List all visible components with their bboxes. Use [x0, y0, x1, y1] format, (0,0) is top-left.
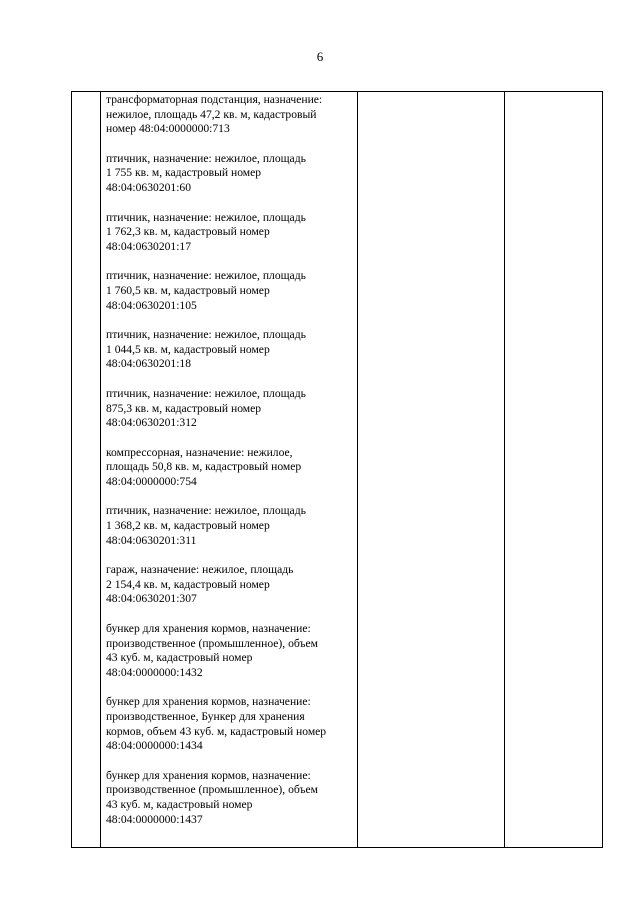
column-divider	[357, 92, 358, 847]
property-description-cell	[106, 93, 354, 842]
property-entry: птичник, назначение: нежилое, площадь 1 762,3 кв. м, кадастровый номер 48:04:0630201:17	[106, 210, 306, 253]
property-entry: компрессорная, назначение: нежилое, площадь 50,8 кв. м, кадастровый номер 48:04:0000000:754	[106, 445, 302, 488]
property-entry: бункер для хранения кормов, назначение: производственное (промышленное), объем 43 куб. м, кадастровый номер 48:04:0000000:1432	[106, 622, 318, 679]
column-divider	[100, 92, 101, 847]
property-entry: птичник, назначение: нежилое, площадь 1 755 кв. м, кадастровый номер 48:04:0630201:60	[106, 151, 306, 194]
property-table	[71, 91, 603, 848]
property-entry: птичник, назначение: нежилое, площадь 1 044,5 кв. м, кадастровый номер 48:04:0630201:18	[106, 328, 306, 371]
property-entry: птичник, назначение: нежилое, площадь 1 368,2 кв. м, кадастровый номер 48:04:0630201:311	[106, 504, 306, 547]
property-entry: трансформаторная подстанция, назначение: нежилое, площадь 47,2 кв. м, кадастровый номер 48:04:0000000:713	[106, 93, 323, 136]
page-number: 6	[316, 49, 324, 64]
property-entry: гараж, назначение: нежилое, площадь 2 154,4 кв. м, кадастровый номер 48:04:0630201:307	[106, 563, 294, 606]
property-entry: птичник, назначение: нежилое, площадь 1 760,5 кв. м, кадастровый номер 48:04:0630201:105	[106, 269, 306, 312]
property-entry: бункер для хранения кормов, назначение: производственное, Бункер для хранения кормов, объем 43 куб. м, кадастровый номер 48:04:0000000:1434	[106, 695, 327, 753]
property-entry: птичник, назначение: нежилое, площадь 875,3 кв. м, кадастровый номер 48:04:0630201:312	[106, 386, 306, 430]
property-entry: бункер для хранения кормов, назначение: производственное (промышленное), объем 43 куб. м, кадастровый номер 48:04:0000000:1437	[106, 768, 318, 826]
column-divider	[504, 92, 505, 847]
